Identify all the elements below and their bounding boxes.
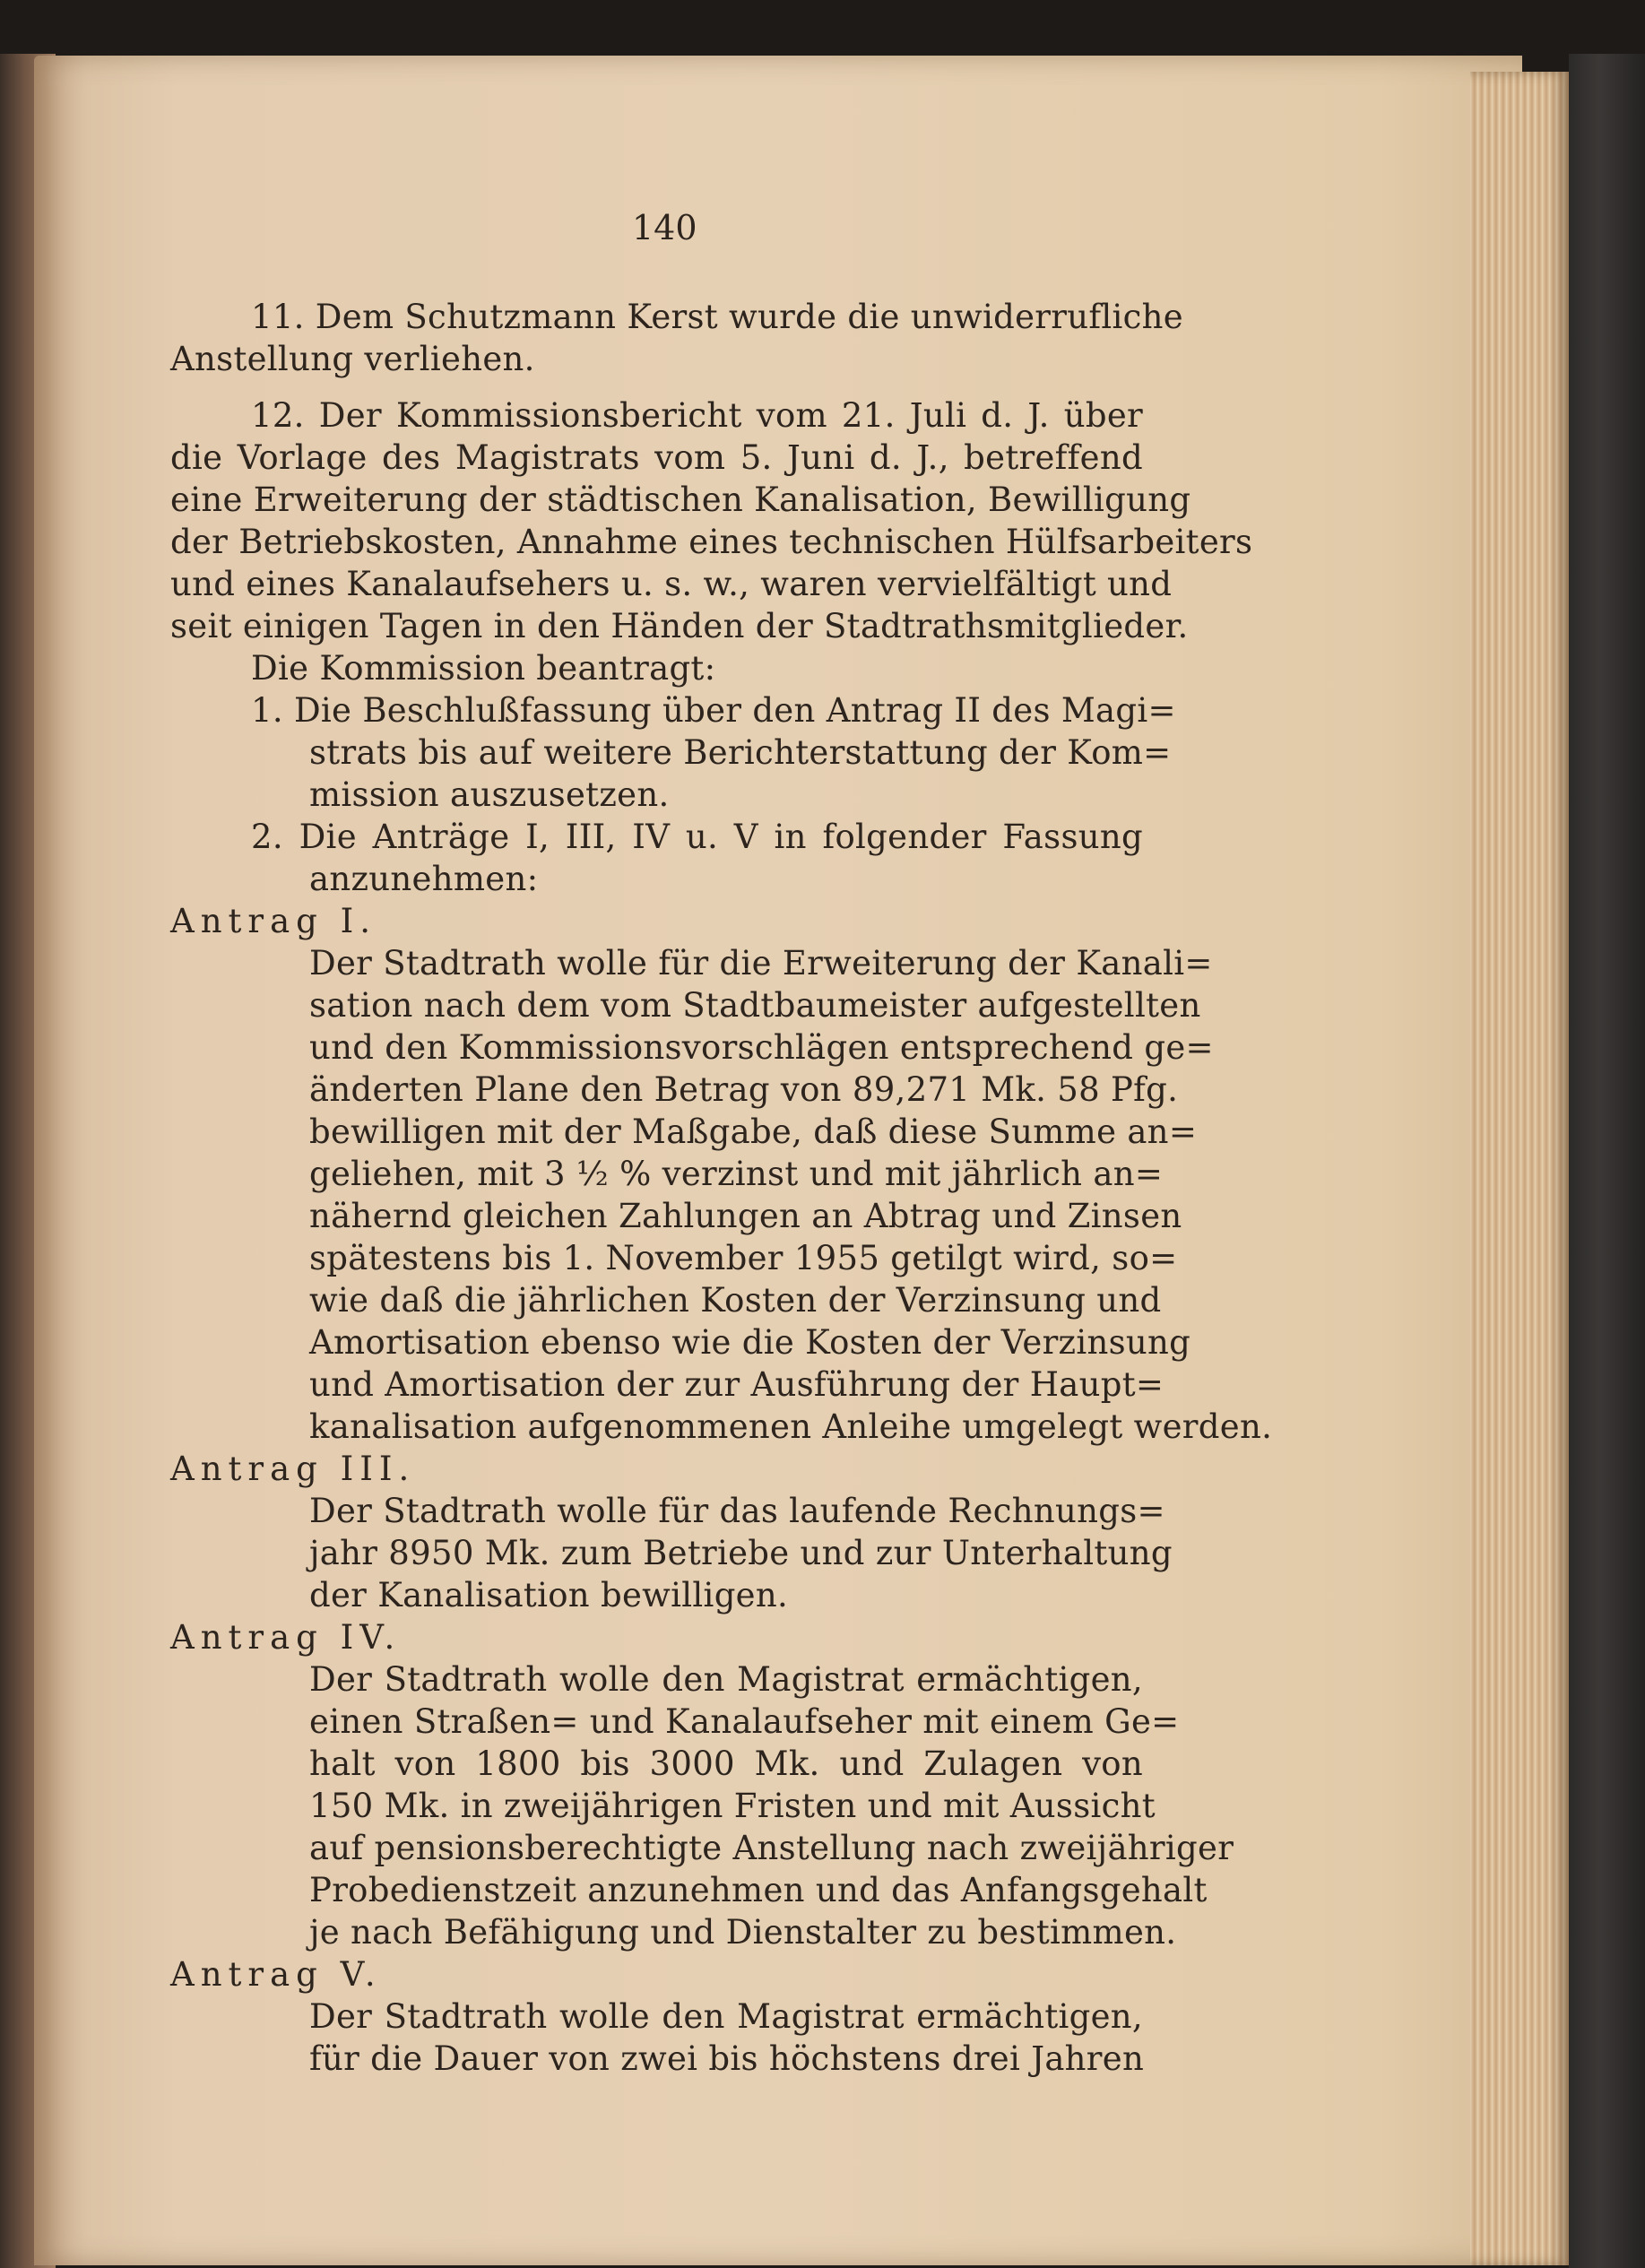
page-edges (1470, 72, 1569, 2265)
text-line: sation nach dem vom Stadtbaumeister aufgestellten (309, 986, 1201, 1025)
text-line: und Amortisation der zur Ausführung der Haupt= (309, 1365, 1164, 1404)
text-line: 11. Dem Schutzmann Kerst wurde die unwiderrufliche (251, 298, 1183, 336)
text-line: spätestens bis 1. November 1955 getilgt wird, so= (309, 1239, 1178, 1277)
text-line: und den Kommissionsvorschlägen entsprechend ge= (309, 1028, 1214, 1067)
text-line: einen Straßen= und Kanalaufseher mit einem Ge= (309, 1702, 1180, 1741)
text-line: Probedienstzeit anzunehmen und das Anfangsgehalt (309, 1871, 1208, 1909)
text-line: änderten Plane den Betrag von 89,271 Mk. 58 Pfg. (309, 1070, 1179, 1109)
text-line: wie daß die jährlichen Kosten der Verzinsung und (309, 1281, 1162, 1320)
section-heading-antrag-3: Antrag III. (170, 1450, 416, 1488)
text-line: Anstellung verliehen. (170, 340, 535, 378)
page-number: 140 (632, 208, 697, 247)
text-line: der Kanalisation bewilligen. (309, 1576, 789, 1614)
section-heading-antrag-5: Antrag V. (170, 1955, 382, 1994)
text-line: nähernd gleichen Zahlungen an Abtrag und Zinsen (309, 1197, 1182, 1235)
page-text (170, 296, 1273, 2080)
text-line: und eines Kanalaufsehers u. s. w., waren vervielfältigt und (170, 565, 1173, 603)
text-line: für die Dauer von zwei bis höchstens drei Jahren (309, 2039, 1145, 2078)
text-line: der Betriebskosten, Annahme eines technischen Hülfsarbeiters (170, 523, 1253, 561)
text-line: halt von 1800 bis 3000 Mk. und Zulagen von (309, 1744, 1143, 1783)
section-heading-antrag-1: Antrag I. (170, 902, 377, 940)
text-line: geliehen, mit 3 ½ % verzinst und mit jährlich an= (309, 1155, 1164, 1193)
text-line: auf pensionsberechtigte Anstellung nach zweijähriger (309, 1829, 1234, 1867)
text-line: 12. Der Kommissionsbericht vom 21. Juli d. J. über (251, 396, 1143, 435)
list-item-2: 2. Die Anträge I, III, IV u. V in folgender Fassung (251, 818, 1143, 856)
list-item-1: 1. Die Beschlußfassung über den Antrag II des Magi= (251, 691, 1176, 730)
book-cover-right (1569, 54, 1645, 2268)
text-line: eine Erweiterung der städtischen Kanalisation, Bewilligung (170, 480, 1191, 519)
text-line: Die Kommission beantragt: (251, 649, 716, 688)
text-line: seit einigen Tagen in den Händen der Stadtrathsmitglieder. (170, 607, 1189, 645)
text-line: bewilligen mit der Maßgabe, daß diese Summe an= (309, 1112, 1198, 1151)
text-line: Der Stadtrath wolle für die Erweiterung der Kanali= (309, 944, 1213, 983)
text-line: 150 Mk. in zweijährigen Fristen und mit Aussicht (309, 1787, 1156, 1825)
text-line: mission auszusetzen. (309, 775, 670, 814)
text-line: Amortisation ebenso wie die Kosten der Verzinsung (309, 1323, 1191, 1362)
text-line: die Vorlage des Magistrats vom 5. Juni d. J., betreffend (170, 438, 1143, 477)
text-line: kanalisation aufgenommenen Anleihe umgelegt werden. (309, 1407, 1273, 1446)
text-line: je nach Befähigung und Dienstalter zu bestimmen. (309, 1913, 1177, 1952)
text-line: strats bis auf weitere Berichterstattung der Kom= (309, 733, 1172, 772)
text-line: Der Stadtrath wolle den Magistrat ermächtigen, (309, 1997, 1143, 2036)
text-line: Der Stadtrath wolle für das laufende Rechnungs= (309, 1492, 1165, 1530)
text-line: Der Stadtrath wolle den Magistrat ermächtigen, (309, 1660, 1143, 1699)
text-line: jahr 8950 Mk. zum Betriebe und zur Unterhaltung (309, 1534, 1173, 1572)
text-line: anzunehmen: (309, 860, 539, 898)
section-heading-antrag-4: Antrag IV. (170, 1618, 402, 1657)
